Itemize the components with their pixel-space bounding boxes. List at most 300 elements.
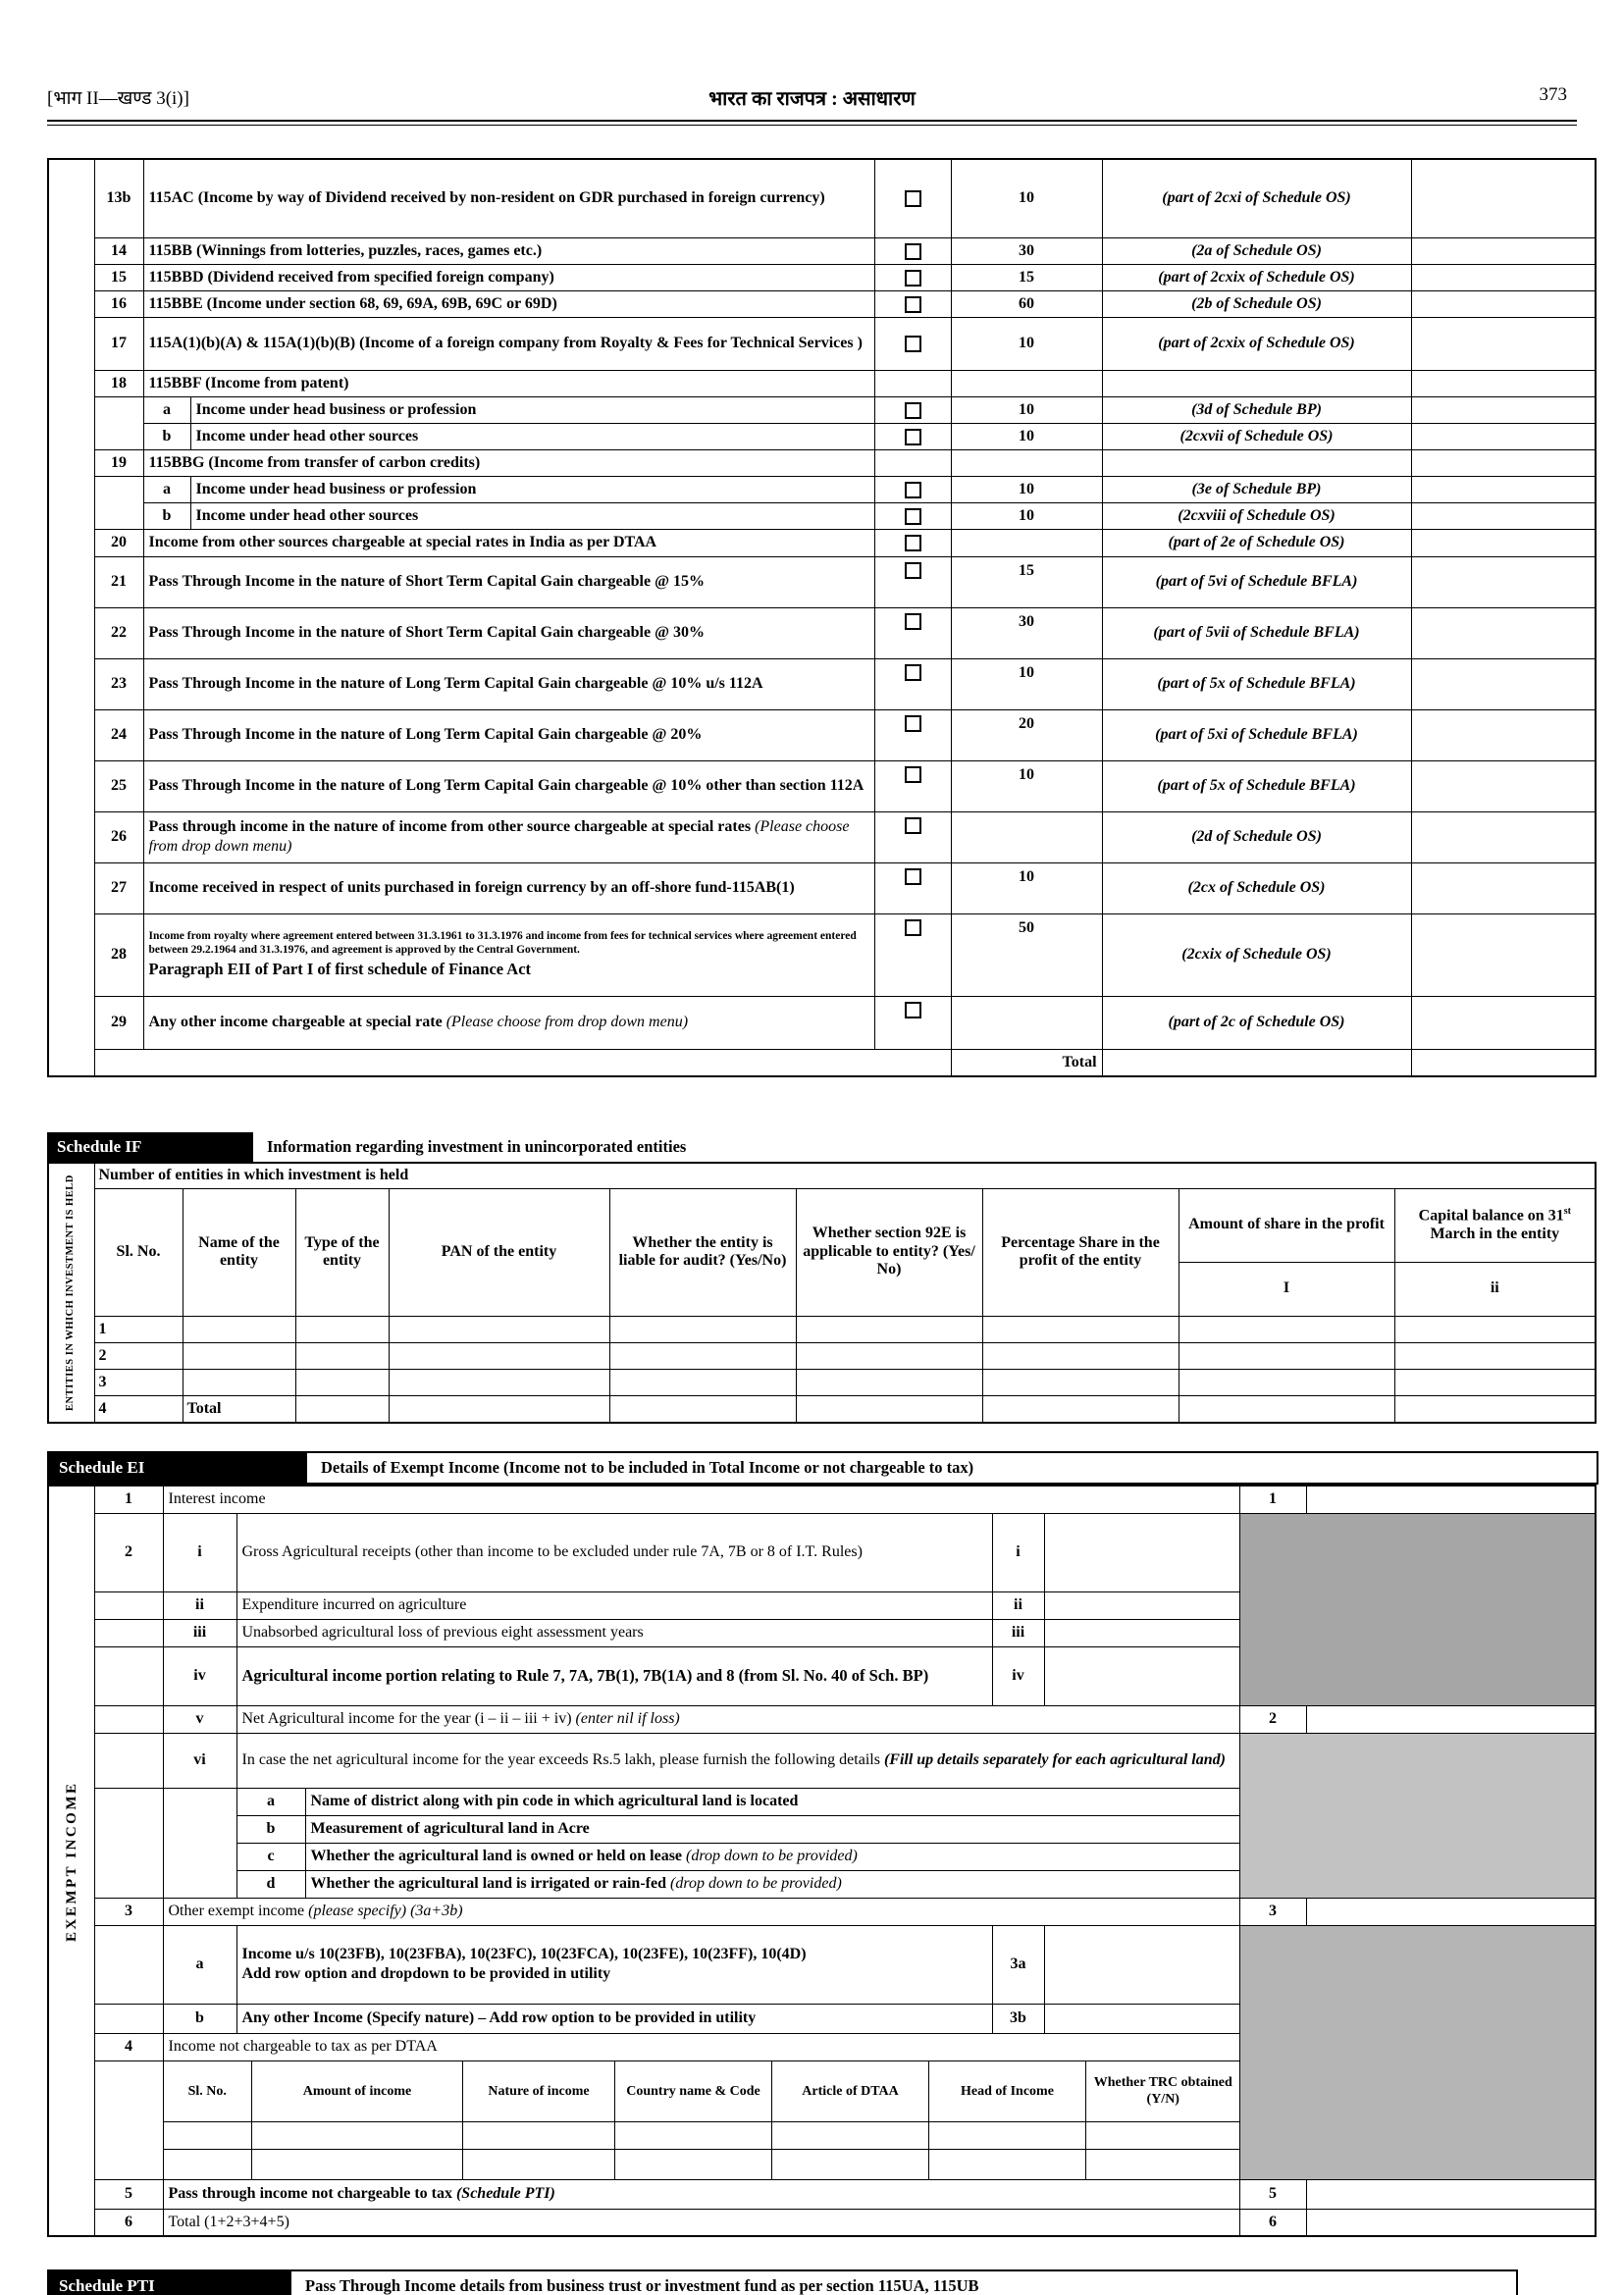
- row-subletter: b: [143, 423, 190, 449]
- checkbox-cell: [874, 529, 951, 556]
- amount-cell[interactable]: [1411, 709, 1596, 760]
- rate-value: 30: [951, 607, 1102, 658]
- table-row: [48, 502, 1596, 529]
- row-subno: iii: [163, 1619, 236, 1646]
- table-row: [48, 811, 1596, 862]
- entry-cell[interactable]: [183, 1316, 295, 1342]
- row-no: 4: [94, 1395, 183, 1423]
- entry-cell[interactable]: [982, 1369, 1179, 1395]
- table-row: [48, 370, 1596, 396]
- row-desc: Income under head business or profession: [190, 396, 874, 423]
- table-row: [48, 996, 1596, 1049]
- schedule-if-title: Schedule IF: [47, 1132, 253, 1162]
- entry-cell[interactable]: [609, 1395, 796, 1423]
- row-desc-text: Pass through income in the nature of income from other source chargeable at special rates: [148, 818, 756, 836]
- entry-cell[interactable]: [295, 1369, 389, 1395]
- row-desc: Measurement of agricultural land in Acre: [305, 1815, 1239, 1843]
- entry-cell[interactable]: [252, 2122, 463, 2150]
- checkbox-icon[interactable]: [905, 715, 921, 732]
- row-no: 27: [94, 862, 143, 913]
- rate-value: 10: [951, 396, 1102, 423]
- value-cell[interactable]: [1044, 1513, 1239, 1591]
- schedule-ref: (part of 2cxi of Schedule OS): [1102, 159, 1411, 237]
- amount-cell[interactable]: [1411, 607, 1596, 658]
- row-no: [94, 2004, 163, 2033]
- entry-cell[interactable]: [1086, 2122, 1240, 2150]
- entry-cell[interactable]: [295, 1342, 389, 1369]
- row-desc-para: Paragraph EII of Part I of first schedule of Finance Act: [148, 959, 532, 978]
- checkbox-icon[interactable]: [905, 868, 921, 885]
- amount-cell[interactable]: [1411, 449, 1596, 476]
- row-desc: 115A(1)(b)(A) & 115A(1)(b)(B) (Income of a foreign company from Royalty & Fees for Technical Services ): [143, 317, 874, 370]
- row-desc: Income under head other sources: [190, 423, 874, 449]
- row-no: 26: [94, 811, 143, 862]
- header-double-rule: [47, 120, 1577, 126]
- amount-cell[interactable]: [1411, 476, 1596, 502]
- table-row: [48, 2179, 1596, 2209]
- row-desc-text: Income u/s 10(23FB), 10(23FBA), 10(23FC), 10(23FCA), 10(23FE), 10(23FF), 10(4D): [241, 1946, 807, 1963]
- table-row: [48, 396, 1596, 423]
- checkbox-cell: [874, 237, 951, 264]
- col-header: PAN of the entity: [389, 1188, 609, 1316]
- row-desc-text: Whether the agricultural land is irrigated or rain-fed: [310, 1875, 670, 1893]
- schedule-ref: (3d of Schedule BP): [1102, 396, 1411, 423]
- checkbox-icon[interactable]: [905, 664, 921, 681]
- amount-cell[interactable]: [1411, 317, 1596, 370]
- amount-cell[interactable]: [1411, 502, 1596, 529]
- entry-cell[interactable]: [295, 1316, 389, 1342]
- schedule-ref: (part of 2cxix of Schedule OS): [1102, 317, 1411, 370]
- row-subletter: b: [236, 1815, 305, 1843]
- row-desc: Income not chargeable to tax as per DTAA: [163, 2033, 1239, 2060]
- value-no: ii: [992, 1591, 1044, 1619]
- table-row: [48, 264, 1596, 290]
- schedule-if-table: [47, 1162, 1597, 1424]
- value-no: 1: [1239, 1486, 1306, 1513]
- value-no: 6: [1239, 2209, 1306, 2236]
- entry-cell[interactable]: [615, 2150, 772, 2179]
- entry-cell[interactable]: [982, 1395, 1179, 1423]
- value-no: 3: [1239, 1898, 1306, 1925]
- table-row: [48, 529, 1596, 556]
- row-desc: [163, 1898, 1239, 1925]
- value-cell[interactable]: [1044, 1646, 1239, 1705]
- col-header: Head of Income: [929, 2061, 1086, 2122]
- value-cell[interactable]: [1044, 2004, 1239, 2033]
- page-number: 373: [1539, 84, 1567, 105]
- col-header: Sl. No.: [164, 2061, 252, 2122]
- table-row: [48, 423, 1596, 449]
- total-row: [48, 1049, 1596, 1076]
- blank-cell: [1102, 1049, 1411, 1076]
- row-desc: Name of district along with pin code in which agricultural land is located: [305, 1788, 1239, 1815]
- entry-cell[interactable]: [796, 1342, 982, 1369]
- row-desc-fine-print: Income from royalty where agreement entered between 31.3.1961 to 31.3.1976 and income from fees for technical services where agreement entered between 29.2.1964 and 31.3.1976, and agreement is approved by the Central Government.: [148, 930, 857, 956]
- table-side-spacer: [48, 159, 94, 1076]
- entry-cell[interactable]: [1179, 1316, 1394, 1342]
- checkbox-cell: [874, 760, 951, 811]
- checkbox-icon[interactable]: [905, 296, 921, 313]
- entry-cell[interactable]: [982, 1316, 1179, 1342]
- value-cell[interactable]: [1306, 1898, 1596, 1925]
- checkbox-icon[interactable]: [905, 402, 921, 419]
- table-row: [48, 1316, 1596, 1342]
- entry-cell[interactable]: [609, 1316, 796, 1342]
- entry-cell[interactable]: [252, 2150, 463, 2179]
- checkbox-cell: [874, 502, 951, 529]
- entry-cell[interactable]: [609, 1342, 796, 1369]
- amount-cell[interactable]: [1411, 760, 1596, 811]
- row-subletter: a: [236, 1788, 305, 1815]
- row-desc: [163, 2179, 1239, 2209]
- checkbox-cell: [874, 476, 951, 502]
- row-no: 1: [94, 1486, 163, 1513]
- entry-cell[interactable]: [463, 2122, 615, 2150]
- checkbox-icon[interactable]: [905, 336, 921, 352]
- row-subletter: c: [236, 1843, 305, 1870]
- table-row: [48, 317, 1596, 370]
- schedule-if-desc: Information regarding investment in unincorporated entities: [267, 1137, 687, 1156]
- checkbox-icon[interactable]: [905, 817, 921, 834]
- amount-cell[interactable]: [1411, 237, 1596, 264]
- entry-cell[interactable]: [1179, 1395, 1394, 1423]
- entry-cell[interactable]: [615, 2122, 772, 2150]
- entry-cell[interactable]: [772, 2122, 929, 2150]
- row-subno: ii: [163, 1591, 236, 1619]
- col-header: Name of the entity: [183, 1188, 295, 1316]
- row-desc-note: (Please choose from drop down menu): [148, 818, 850, 855]
- row-desc: Total (1+2+3+4+5): [163, 2209, 1239, 2236]
- row-no: [94, 1619, 163, 1646]
- schedule-ref: (part of 5vii of Schedule BFLA): [1102, 607, 1411, 658]
- row-desc-note: (please specify) (3a+3b): [308, 1903, 463, 1920]
- row-no: 28: [94, 913, 143, 996]
- rate-value: 10: [951, 423, 1102, 449]
- row-desc: Pass Through Income in the nature of Long Term Capital Gain chargeable @ 20%: [143, 709, 874, 760]
- table-row: [48, 1513, 1596, 1591]
- schedule-ref: (2b of Schedule OS): [1102, 290, 1411, 317]
- col-header-text: Capital balance on 31: [1418, 1207, 1564, 1225]
- table-row: [164, 2150, 1240, 2179]
- entry-cell[interactable]: [772, 2150, 929, 2179]
- checkbox-cell: [874, 556, 951, 607]
- schedule-ref: (part of 2cxix of Schedule OS): [1102, 264, 1411, 290]
- shaded-block: [1239, 1925, 1596, 2179]
- row-desc: [305, 1843, 1239, 1870]
- col-header-sup: st: [1563, 1206, 1571, 1218]
- amount-cell[interactable]: [1411, 396, 1596, 423]
- checkbox-cell: [874, 370, 951, 396]
- row-no: 29: [94, 996, 143, 1049]
- rate-value: 10: [951, 317, 1102, 370]
- entry-cell[interactable]: [929, 2150, 1086, 2179]
- subcol-header: ii: [1394, 1262, 1596, 1316]
- row-no: 5: [94, 2179, 163, 2209]
- value-no: iii: [992, 1619, 1044, 1646]
- total-label: Total: [183, 1395, 295, 1423]
- row-subno: [163, 1788, 236, 1898]
- row-no: [94, 476, 143, 529]
- header-row: [164, 2061, 1240, 2122]
- rate-value: 10: [951, 502, 1102, 529]
- row-no: [94, 1646, 163, 1705]
- col-header: Whether section 92E is applicable to entity? (Yes/ No): [796, 1188, 982, 1316]
- entry-cell[interactable]: [183, 1342, 295, 1369]
- schedule-ref: (part of 5x of Schedule BFLA): [1102, 760, 1411, 811]
- checkbox-cell: [874, 862, 951, 913]
- row-no: 6: [94, 2209, 163, 2236]
- schedule-ref: (2cxvii of Schedule OS): [1102, 423, 1411, 449]
- entry-cell[interactable]: [389, 1342, 609, 1369]
- schedule-ei-title: Schedule EI: [49, 1453, 307, 1483]
- entry-cell[interactable]: [609, 1369, 796, 1395]
- row-desc-note: (drop down to be provided): [686, 1848, 858, 1865]
- checkbox-icon[interactable]: [905, 429, 921, 445]
- schedule-ei-table: [47, 1485, 1597, 2237]
- row-no: [94, 1591, 163, 1619]
- value-cell[interactable]: [1306, 2209, 1596, 2236]
- row-no: 22: [94, 607, 143, 658]
- amount-cell[interactable]: [1411, 423, 1596, 449]
- rate-value: 10: [951, 760, 1102, 811]
- row-no: 16: [94, 290, 143, 317]
- row-desc-note: (drop down to be provided): [669, 1875, 842, 1893]
- value-cell[interactable]: [1044, 1619, 1239, 1646]
- checkbox-icon[interactable]: [905, 270, 921, 287]
- row-desc-text: Pass through income not chargeable to tax: [168, 2185, 456, 2203]
- row-subletter: b: [143, 502, 190, 529]
- entry-cell[interactable]: [796, 1369, 982, 1395]
- schedule-pti-header: [47, 2269, 1518, 2295]
- row-no: 2: [94, 1342, 183, 1369]
- entry-cell[interactable]: [929, 2122, 1086, 2150]
- schedule-ref: (3e of Schedule BP): [1102, 476, 1411, 502]
- schedule-ref: [1102, 370, 1411, 396]
- entry-cell[interactable]: [796, 1316, 982, 1342]
- checkbox-icon[interactable]: [905, 535, 921, 551]
- row-subletter: b: [163, 2004, 236, 2033]
- row-no: 14: [94, 237, 143, 264]
- amount-cell[interactable]: [1411, 556, 1596, 607]
- rate-value: [951, 811, 1102, 862]
- amount-cell[interactable]: [1411, 529, 1596, 556]
- row-no: 4: [94, 2033, 163, 2060]
- schedule-ei-desc: Details of Exempt Income (Income not to be included in Total Income or not chargeable to tax): [321, 1458, 974, 1477]
- checkbox-cell: [874, 658, 951, 709]
- row-desc: Expenditure incurred on agriculture: [236, 1591, 992, 1619]
- table-row: [48, 1369, 1596, 1395]
- header-gazette-title: भारत का राजपत्र : असाधारण: [708, 88, 916, 110]
- row-desc-note: (Schedule PTI): [455, 2185, 555, 2203]
- entry-cell[interactable]: [389, 1316, 609, 1342]
- entry-cell[interactable]: [389, 1395, 609, 1423]
- row-desc-text: Any other income chargeable at special rate: [148, 1014, 446, 1031]
- entry-cell[interactable]: [1394, 1342, 1596, 1369]
- checkbox-cell: [874, 290, 951, 317]
- amount-cell[interactable]: [1411, 264, 1596, 290]
- table-row: [48, 1342, 1596, 1369]
- value-cell[interactable]: [1306, 2179, 1596, 2209]
- row-desc: Any other Income (Specify nature) – Add row option to be provided in utility: [236, 2004, 992, 2033]
- col-header: Amount of share in the profit: [1179, 1188, 1394, 1262]
- value-no: 2: [1239, 1705, 1306, 1733]
- row-desc: Pass Through Income in the nature of Long Term Capital Gain chargeable @ 10% other than section 112A: [143, 760, 874, 811]
- amount-cell[interactable]: [1411, 658, 1596, 709]
- row-desc: [143, 811, 874, 862]
- row-subletter: a: [163, 1925, 236, 2004]
- rate-value: 30: [951, 237, 1102, 264]
- row-no: 2: [94, 1513, 163, 1591]
- checkbox-cell: [874, 264, 951, 290]
- schedule-ref: (2a of Schedule OS): [1102, 237, 1411, 264]
- entry-cell[interactable]: [463, 2150, 615, 2179]
- special-rates-table: [47, 158, 1597, 1077]
- rate-value: [951, 370, 1102, 396]
- row-desc-text: Net Agricultural income for the year (i – ii – iii + iv): [241, 1710, 576, 1728]
- rate-value: 10: [951, 658, 1102, 709]
- header-part-section: [भाग II—खण्ड 3(i)]: [47, 88, 189, 109]
- row-no: 18: [94, 370, 143, 396]
- dtaa-table-cell: [163, 2060, 1239, 2179]
- schedule-ref: (2cxix of Schedule OS): [1102, 913, 1411, 996]
- checkbox-icon[interactable]: [905, 562, 921, 579]
- value-no: i: [992, 1513, 1044, 1591]
- entry-cell[interactable]: [796, 1395, 982, 1423]
- amount-cell[interactable]: [1411, 913, 1596, 996]
- schedule-ref: (part of 5xi of Schedule BFLA): [1102, 709, 1411, 760]
- total-amount-cell[interactable]: [1411, 1049, 1596, 1076]
- entry-cell[interactable]: [1394, 1369, 1596, 1395]
- entry-cell[interactable]: [183, 1369, 295, 1395]
- amount-cell[interactable]: [1411, 811, 1596, 862]
- entry-cell[interactable]: [295, 1395, 389, 1423]
- value-no: 5: [1239, 2179, 1306, 2209]
- checkbox-icon[interactable]: [905, 243, 921, 260]
- amount-cell[interactable]: [1411, 159, 1596, 237]
- entry-cell[interactable]: [982, 1342, 1179, 1369]
- row-desc: Gross Agricultural receipts (other than income to be excluded under rule 7A, 7B or 8 of I.T. Rules): [236, 1513, 992, 1591]
- checkbox-icon[interactable]: [905, 919, 921, 936]
- row-no: 17: [94, 317, 143, 370]
- row-no: 1: [94, 1316, 183, 1342]
- value-cell[interactable]: [1044, 1925, 1239, 2004]
- entry-cell[interactable]: [1394, 1395, 1596, 1423]
- dtaa-table: [164, 2061, 1240, 2179]
- value-cell[interactable]: [1306, 1486, 1596, 1513]
- checkbox-icon[interactable]: [905, 613, 921, 630]
- row-no: 20: [94, 529, 143, 556]
- entry-cell[interactable]: [1394, 1316, 1596, 1342]
- rate-value: 10: [951, 476, 1102, 502]
- checkbox-cell: [874, 317, 951, 370]
- value-cell[interactable]: [1044, 1591, 1239, 1619]
- if-subheader: Number of entities in which investment is held: [94, 1163, 1596, 1188]
- row-no: [94, 1788, 163, 1898]
- amount-cell[interactable]: [1411, 290, 1596, 317]
- schedule-ref: (2d of Schedule OS): [1102, 811, 1411, 862]
- entry-cell[interactable]: [164, 2150, 252, 2179]
- checkbox-cell: [874, 913, 951, 996]
- schedule-ref: (part of 2e of Schedule OS): [1102, 529, 1411, 556]
- row-desc: 115BBD (Dividend received from specified foreign company): [143, 264, 874, 290]
- table-row: [48, 658, 1596, 709]
- col-header: Article of DTAA: [772, 2061, 929, 2122]
- amount-cell[interactable]: [1411, 370, 1596, 396]
- row-desc: 115BBE (Income under section 68, 69, 69A, 69B, 69C or 69D): [143, 290, 874, 317]
- row-subno: vi: [163, 1733, 236, 1788]
- row-desc-note: (enter nil if loss): [575, 1710, 680, 1728]
- row-subno: i: [163, 1513, 236, 1591]
- side-label: ENTITIES IN WHICH INVESTMENT IS HELD: [65, 1174, 77, 1411]
- page-header: [47, 84, 1577, 114]
- table-row: [48, 1925, 1596, 2004]
- col-header: Percentage Share in the profit of the entity: [982, 1188, 1179, 1316]
- side-label-cell: [48, 1163, 94, 1423]
- entry-cell[interactable]: [1179, 1342, 1394, 1369]
- value-no: 3b: [992, 2004, 1044, 2033]
- row-desc: [236, 1705, 1239, 1733]
- value-cell[interactable]: [1306, 1705, 1596, 1733]
- entry-cell[interactable]: [164, 2122, 252, 2150]
- checkbox-icon[interactable]: [905, 482, 921, 498]
- rate-value: 60: [951, 290, 1102, 317]
- checkbox-cell: [874, 423, 951, 449]
- shaded-block: [1239, 1733, 1596, 1898]
- row-desc: 115BB (Winnings from lotteries, puzzles, races, games etc.): [143, 237, 874, 264]
- table-row: [48, 1705, 1596, 1733]
- rate-value: [951, 996, 1102, 1049]
- rate-value: 15: [951, 556, 1102, 607]
- checkbox-icon[interactable]: [905, 766, 921, 783]
- table-row: [48, 449, 1596, 476]
- row-no: 3: [94, 1369, 183, 1395]
- row-desc: Pass Through Income in the nature of Short Term Capital Gain chargeable @ 30%: [143, 607, 874, 658]
- row-desc: 115BBG (Income from transfer of carbon credits): [143, 449, 874, 476]
- checkbox-icon[interactable]: [905, 508, 921, 525]
- row-no: 25: [94, 760, 143, 811]
- checkbox-icon[interactable]: [905, 1002, 921, 1018]
- entry-cell[interactable]: [389, 1369, 609, 1395]
- total-label: Total: [951, 1049, 1102, 1076]
- table-row: [48, 760, 1596, 811]
- schedule-ei-header: [47, 1451, 1598, 1485]
- checkbox-icon[interactable]: [905, 190, 921, 207]
- row-desc: [143, 996, 874, 1049]
- row-desc: [143, 913, 874, 996]
- rate-value: 10: [951, 159, 1102, 237]
- checkbox-cell: [874, 607, 951, 658]
- row-desc: [236, 1925, 992, 2004]
- amount-cell[interactable]: [1411, 996, 1596, 1049]
- table-row: [48, 1898, 1596, 1925]
- rate-value: 20: [951, 709, 1102, 760]
- amount-cell[interactable]: [1411, 862, 1596, 913]
- entry-cell[interactable]: [1086, 2150, 1240, 2179]
- rate-value: [951, 449, 1102, 476]
- schedule-ref: (2cx of Schedule OS): [1102, 862, 1411, 913]
- row-no: 24: [94, 709, 143, 760]
- table-row: [48, 2209, 1596, 2236]
- col-header: Whether the entity is liable for audit? (Yes/No): [609, 1188, 796, 1316]
- blank-cell: [94, 1049, 951, 1076]
- row-desc: Income from other sources chargeable at special rates in India as per DTAA: [143, 529, 874, 556]
- entry-cell[interactable]: [1179, 1369, 1394, 1395]
- schedule-pti-title: Schedule PTI: [49, 2271, 291, 2295]
- row-desc: Agricultural income portion relating to Rule 7, 7A, 7B(1), 7B(1A) and 8 (from Sl. No. 40 of Sch. BP): [236, 1646, 992, 1705]
- table-row: [48, 1163, 1596, 1188]
- table-row: [48, 709, 1596, 760]
- row-no: 3: [94, 1898, 163, 1925]
